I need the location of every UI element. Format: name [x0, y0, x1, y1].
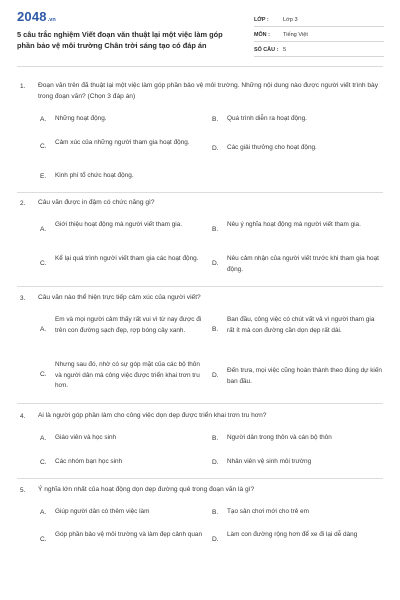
- question-2-option-c[interactable]: [40, 254, 205, 275]
- question-1-text: Đoạn văn trên đã thuật lại một việc làm góp phần bảo vệ môi trường. Những nội dung nào được người viết trình bày trong đoạn văn? (Chọn 3 đáp án): [38, 82, 378, 100]
- question-5-option-a[interactable]: [40, 507, 205, 518]
- option-text: Kinh phí tổ chức hoạt động.: [55, 172, 134, 180]
- option-letter: D.: [212, 372, 219, 379]
- option-text: Tạo sân chơi mới cho trẻ em: [227, 508, 309, 516]
- question-divider: [17, 192, 383, 193]
- option-text: Em và mọi người cảm thấy rất vui vì từ nay được đi trên con đường sạch đẹp, rợp bóng cây xanh.: [55, 316, 202, 334]
- option-letter: D.: [212, 145, 219, 152]
- option-text: Người dân trong thôn và cán bộ thôn: [227, 434, 332, 442]
- option-text: Kể lại quá trình người viết tham gia các hoạt động.: [55, 255, 199, 262]
- option-letter: B.: [212, 116, 219, 123]
- question-2-option-b[interactable]: [212, 220, 382, 241]
- question-5-option-c[interactable]: [40, 530, 205, 551]
- option-text: Các nhóm bạn học sinh: [55, 458, 123, 466]
- meta-subject-value: Tiếng Việt: [283, 31, 308, 38]
- option-text: Đến trưa, mọi việc cũng hoàn thành theo đúng dự kiến ban đầu.: [227, 367, 382, 385]
- option-text: Ban đầu, công việc có chút vất vả vì người tham gia rất ít mà con đường cần dọn dẹp rất dài.: [227, 316, 375, 334]
- option-text: Giúp người dân có thêm việc làm: [55, 508, 150, 516]
- question-1-option-d[interactable]: [212, 143, 382, 154]
- option-letter: B.: [212, 326, 219, 333]
- question-3-text: Câu văn nào thể hiện trực tiếp cảm xúc của người viết?: [38, 294, 201, 301]
- option-letter: A.: [40, 435, 47, 442]
- option-letter: C.: [40, 143, 47, 150]
- option-letter: D.: [212, 459, 219, 466]
- question-1-number: 1.: [20, 83, 26, 90]
- header-divider: [17, 66, 383, 67]
- question-5-option-d[interactable]: [212, 530, 382, 551]
- meta-grade: [254, 13, 384, 27]
- question-3-option-a[interactable]: [40, 315, 205, 347]
- question-1-option-b[interactable]: [212, 114, 382, 125]
- option-text: Quá trình diễn ra hoạt động.: [227, 115, 307, 123]
- option-text: Nêu cảm nhận của người viết trước khi tham gia hoạt động.: [227, 255, 379, 273]
- meta-count-value: 5: [283, 46, 287, 53]
- question-4-option-b[interactable]: [212, 433, 382, 444]
- question-divider: [17, 478, 383, 479]
- option-text: Giới thiệu hoạt động mà người viết tham gia.: [55, 221, 183, 228]
- option-letter: A.: [40, 326, 47, 333]
- option-letter: A.: [40, 116, 47, 123]
- question-1-option-a[interactable]: [40, 114, 205, 125]
- option-letter: C.: [40, 260, 47, 267]
- question-4-number: 4.: [20, 413, 26, 420]
- option-text: Các giải thưởng cho hoạt động.: [227, 144, 317, 152]
- option-text: Nhưng sau đó, nhờ có sự góp mặt của các bộ thôn và người dân mà công việc được triển khai trơn tru hơn.: [55, 361, 200, 389]
- meta-grade-label: LỚP :: [254, 16, 269, 23]
- question-2-option-d[interactable]: [212, 254, 382, 275]
- question-2-option-a[interactable]: [40, 220, 205, 241]
- option-letter: B.: [212, 226, 219, 233]
- brand-logo[interactable]: [17, 9, 56, 23]
- question-divider: [17, 286, 383, 287]
- question-3-number: 3.: [20, 295, 26, 302]
- option-text: Giáo viên và học sinh: [55, 434, 117, 442]
- question-4-option-a[interactable]: [40, 433, 205, 444]
- question-divider: [17, 403, 383, 404]
- option-letter: A.: [40, 226, 47, 233]
- question-4-option-c[interactable]: [40, 457, 205, 468]
- page-title: 5 câu trắc nghiệm Viết đoạn văn thuật lại một việc làm góp phần bảo vệ môi trường Chân trời sáng tạo có đáp án: [17, 30, 223, 50]
- question-1-option-c[interactable]: [40, 138, 205, 159]
- option-text: Nhân viên vệ sinh môi trường: [227, 458, 312, 466]
- meta-subject: [254, 28, 384, 42]
- question-5-number: 5.: [20, 487, 26, 494]
- brand-name: 2048: [17, 9, 47, 24]
- question-3-option-d[interactable]: [212, 366, 382, 387]
- question-4-text: Ai là người góp phần làm cho công việc dọn dẹp được triển khai trơn tru hơn?: [38, 412, 267, 419]
- meta-count-label: SỐ CÂU :: [254, 46, 279, 53]
- brand-suffix: .vn: [47, 17, 56, 23]
- question-3-option-b[interactable]: [212, 315, 382, 347]
- meta-subject-label: MÔN :: [254, 31, 270, 38]
- option-text: Cảm xúc của những người tham gia hoạt động.: [55, 139, 190, 146]
- option-letter: B.: [212, 509, 219, 516]
- option-letter: B.: [212, 435, 219, 442]
- option-text: Những hoạt động.: [55, 115, 107, 123]
- question-3-option-c[interactable]: [40, 360, 205, 392]
- option-letter: C.: [40, 536, 47, 543]
- option-letter: C.: [40, 459, 47, 466]
- question-2-text: Câu văn được in đậm có chức năng gì?: [38, 199, 155, 206]
- option-letter: D.: [212, 536, 219, 543]
- question-4-option-d[interactable]: [212, 457, 382, 468]
- option-text: Góp phần bảo vệ môi trường và làm đẹp cảnh quan: [55, 531, 203, 538]
- option-letter: E.: [40, 173, 47, 180]
- question-5-option-b[interactable]: [212, 507, 382, 518]
- meta-count: [254, 43, 384, 57]
- option-letter: D.: [212, 260, 219, 267]
- question-1-option-e[interactable]: [40, 171, 205, 182]
- option-text: Nêu ý nghĩa hoạt động mà người viết tham gia.: [227, 221, 361, 228]
- meta-grade-value: Lớp 3: [283, 16, 298, 23]
- option-letter: A.: [40, 509, 47, 516]
- question-2-number: 2.: [20, 200, 26, 207]
- option-text: Làm con đường rộng hơn để xe đi lại dễ dàng: [227, 531, 358, 538]
- option-letter: C.: [40, 371, 47, 378]
- question-5-text: Ý nghĩa lớn nhất của hoạt động dọn dẹp đường quê trong đoạn văn là gì?: [38, 486, 255, 493]
